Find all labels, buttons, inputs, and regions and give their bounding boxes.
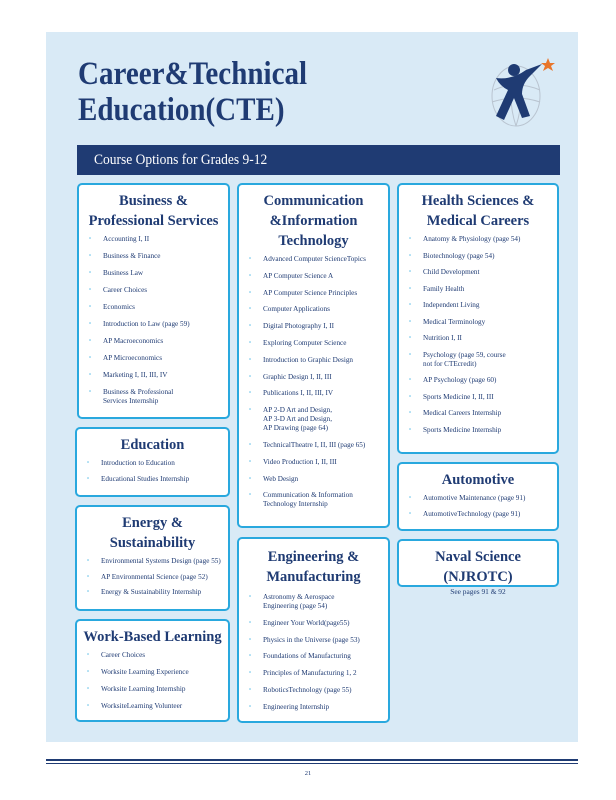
course-item: ▫ Engineering Internship <box>239 703 388 720</box>
course-item: ▫ Family Health <box>399 285 557 302</box>
course-item: ▫ Environmental Systems Design (page 55) <box>77 557 228 573</box>
course-item: ▫ Biotechnology (page 54) <box>399 252 557 269</box>
naval-science-box <box>397 539 559 596</box>
course-list <box>399 235 557 442</box>
heading-line: Work-Based Learning <box>83 629 222 645</box>
star-runner-logo-icon <box>486 50 562 134</box>
communication-information-technology-box <box>237 183 390 528</box>
course-item: ▫ Exploring Computer Science <box>239 339 388 356</box>
education-box <box>75 427 230 497</box>
course-item: ▫ WorksiteLearning Volunteer <box>77 702 228 719</box>
course-item: ▫ AP Computer Science A <box>239 272 388 289</box>
work-based-learning-box <box>75 619 230 722</box>
page-number: 21 <box>304 770 312 777</box>
course-item: ▫ Introduction to Law (page 59) <box>79 320 228 337</box>
course-item: ▫ Automotive Maintenance (page 91) <box>399 494 557 510</box>
title-word-education: Education <box>78 92 206 128</box>
heading-line: Manufacturing <box>266 569 361 585</box>
box-heading <box>399 185 557 231</box>
business-professional-services-box <box>77 183 230 419</box>
course-item: ▫ TechnicalTheatre I, II, III (page 65) <box>239 441 388 458</box>
course-item: ▫ Web Design <box>239 475 388 492</box>
course-item: ▫ Digital Photography I, II <box>239 322 388 339</box>
heading-line: Business & <box>119 193 188 209</box>
footer-rule-thin <box>46 763 578 764</box>
course-item: ▫ AP Microeconomics <box>79 354 228 371</box>
course-list <box>79 235 228 414</box>
box-heading <box>77 621 228 647</box>
box-heading <box>77 507 228 553</box>
heading-line: Health Sciences & <box>421 193 535 209</box>
course-item: ▫ AP Macroeconomics <box>79 337 228 354</box>
course-item: ▫ Psychology (page 59, course not for CTEcredit) <box>399 351 557 377</box>
course-item: ▫ Introduction to Graphic Design <box>239 356 388 373</box>
heading-line: Professional Services <box>88 213 219 229</box>
page-title <box>78 56 308 128</box>
course-list <box>77 459 228 491</box>
course-item: ▫ AP Computer Science Principles <box>239 289 388 306</box>
course-item: ▫ Sports Medicine Internship <box>399 426 557 443</box>
heading-line: Engineering & <box>267 549 360 565</box>
course-item: ▫ Foundations of Manufacturing <box>239 652 388 669</box>
course-item: ▫ Graphic Design I, II, III <box>239 373 388 390</box>
course-item: ▫ Career Choices <box>77 651 228 668</box>
course-item: ▫ Child Development <box>399 268 557 285</box>
heading-line: Medical Careers <box>426 213 530 229</box>
course-item: ▫ Physics in the Universe (page 53) <box>239 636 388 653</box>
course-item: ▫ Educational Studies Internship <box>77 475 228 491</box>
heading-line: &Information <box>269 213 358 229</box>
engineering-manufacturing-box <box>237 537 390 723</box>
course-item: ▫ Communication & Information Technology Internship <box>239 491 388 517</box>
course-item: ▫ Computer Applications <box>239 305 388 322</box>
title-word-technical: Technical <box>188 56 308 92</box>
course-item: ▫ Publications I, II, III, IV <box>239 389 388 406</box>
course-item: ▫ Principles of Manufacturing 1, 2 <box>239 669 388 686</box>
heading-line: Energy & <box>122 515 183 531</box>
course-item: ▫ Independent Living <box>399 301 557 318</box>
course-item: ▫ Energy & Sustainability Internship <box>77 588 228 604</box>
course-item: ▫ Medical Terminology <box>399 318 557 335</box>
course-item: ▫ Worksite Learning Experience <box>77 668 228 685</box>
title-word-cte: (CTE) <box>205 92 285 128</box>
course-item: ▫ AP 2-D Art and Design, AP 3-D Art and Design, AP Drawing (page 64) <box>239 406 388 441</box>
course-item: ▫ Business & Professional Services Internship <box>79 388 228 414</box>
course-item: ▫ Marketing I, II, III, IV <box>79 371 228 388</box>
course-item: ▫ AP Environmental Science (page 52) <box>77 573 228 589</box>
course-list <box>399 494 557 526</box>
heading-line: Technology <box>278 233 349 249</box>
course-item: ▫ Astronomy & Aerospace Engineering (page 54) <box>239 593 388 619</box>
footer-rule <box>46 759 578 761</box>
title-word-career: Career& <box>78 56 189 92</box>
course-item: ▫ AutomotiveTechnology (page 91) <box>399 510 557 526</box>
course-item: ▫ Career Choices <box>79 286 228 303</box>
course-item: ▫ Engineer Your World(page55) <box>239 619 388 636</box>
course-item: ▫ Accounting I, II <box>79 235 228 252</box>
course-item: ▫ Business & Finance <box>79 252 228 269</box>
heading-line: Education <box>120 437 185 453</box>
heading-line: Automotive <box>441 472 515 488</box>
course-item: ▫ AP Psychology (page 60) <box>399 376 557 393</box>
box-heading <box>77 429 228 455</box>
box-heading <box>239 185 388 251</box>
automotive-box <box>397 462 559 531</box>
course-item: ▫ Sports Medicine I, II, III <box>399 393 557 410</box>
box-heading <box>79 185 228 231</box>
course-item: ▫ Worksite Learning Internship <box>77 685 228 702</box>
box-heading <box>399 541 557 587</box>
naval-see-pages: See pages 91 & 92 <box>450 587 506 596</box>
course-item: ▫ RoboticsTechnology (page 55) <box>239 686 388 703</box>
box-heading <box>399 464 557 490</box>
box-heading <box>239 539 388 587</box>
heading-line: Naval Science (NJROTC) <box>435 549 521 585</box>
course-list <box>239 255 388 517</box>
health-sciences-medical-careers-box <box>397 183 559 454</box>
course-item: ▫ Video Production I, II, III <box>239 458 388 475</box>
heading-line: Sustainability <box>109 535 196 551</box>
course-options-banner <box>77 145 560 175</box>
course-item: ▫ Advanced Computer ScienceTopics <box>239 255 388 272</box>
course-item: ▫ Introduction to Education <box>77 459 228 475</box>
course-list <box>239 593 388 720</box>
course-item: ▫ Nutrition I, II <box>399 334 557 351</box>
course-item: ▫ Economics <box>79 303 228 320</box>
course-item: ▫ Business Law <box>79 269 228 286</box>
course-item: ▫ Medical Careers Internship <box>399 409 557 426</box>
heading-line: Communication <box>263 193 364 209</box>
banner-text: Course Options for Grades 9-12 <box>94 152 268 168</box>
course-list <box>77 651 228 719</box>
energy-sustainability-box <box>75 505 230 611</box>
course-list <box>77 557 228 604</box>
course-item: ▫ Anatomy & Physiology (page 54) <box>399 235 557 252</box>
